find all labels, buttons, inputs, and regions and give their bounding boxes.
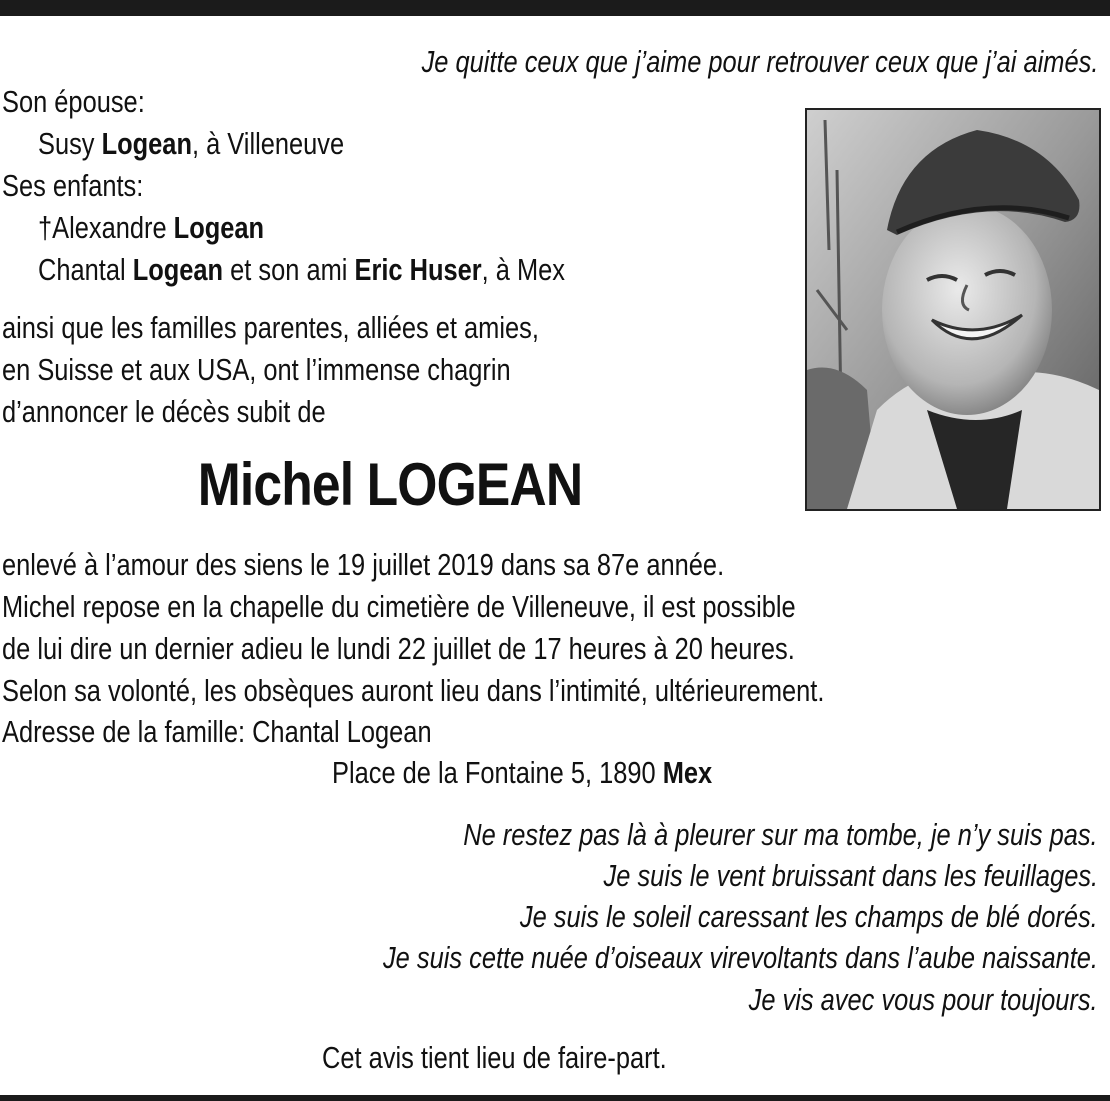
city-name: Mex — [662, 755, 713, 790]
poem-line: Je suis le vent bruissant dans les feuillages. — [603, 858, 1098, 893]
street-text: Place de la Fontaine 5, 1890 — [332, 755, 663, 790]
family-address-line: Adresse de la famille: Chantal Logean — [2, 714, 432, 749]
spouse-heading: Son épouse: — [2, 84, 145, 119]
deceased-name: Michel LOGEAN — [197, 451, 583, 518]
detail-line: Michel repose en la chapelle du cimetière de Villeneuve, il est possible — [2, 589, 796, 624]
child-alexandre-line — [38, 208, 264, 248]
spouse-last-name: Logean — [101, 126, 192, 161]
bottom-border-bar — [0, 1095, 1110, 1101]
poem-line: Ne restez pas là à pleurer sur ma tombe, je n’y suis pas. — [463, 817, 1098, 852]
child2-last-name: Logean — [132, 252, 224, 287]
child1-last-name: Logean — [173, 210, 265, 245]
detail-line: Selon sa volonté, les obsèques auront lieu dans l’intimité, ultérieurement. — [2, 673, 825, 708]
spouse-line — [38, 124, 344, 164]
poem-line: Je suis cette nuée d’oiseaux virevoltants dans l’aube naissante. — [382, 940, 1098, 975]
detail-line: enlevé à l’amour des siens le 19 juillet 2019 dans sa 87e année. — [2, 547, 725, 582]
closing-note: Cet avis tient lieu de faire-part. — [322, 1040, 667, 1075]
announcement-line: ainsi que les familles parentes, alliées et amies, — [2, 310, 539, 345]
opening-quote: Je quitte ceux que j’aime pour retrouver ceux que j’ai aimés. — [421, 44, 1098, 79]
spouse-place: , à Villeneuve — [191, 126, 345, 161]
child2-place: , à Mex — [481, 252, 566, 287]
partner-name: Eric Huser — [354, 252, 482, 287]
child2-connector: et son ami — [223, 252, 355, 287]
child2-first-name: Chantal — [38, 252, 126, 287]
poem-line: Je vis avec vous pour toujours. — [749, 982, 1098, 1017]
announcement-line: en Suisse et aux USA, ont l’immense chagrin — [2, 352, 511, 387]
children-heading: Ses enfants: — [2, 168, 144, 203]
top-border-bar — [0, 0, 1110, 16]
street-address — [332, 753, 712, 793]
poem-line: Je suis le soleil caressant les champs de blé dorés. — [520, 899, 1098, 934]
child-chantal-line — [38, 250, 565, 290]
spouse-first-name: Susy — [38, 126, 95, 161]
portrait-photo — [805, 108, 1101, 511]
announcement-line: d’annoncer le décès subit de — [2, 394, 326, 429]
detail-line: de lui dire un dernier adieu le lundi 22 juillet de 17 heures à 20 heures. — [2, 631, 795, 666]
child1-first-name: †Alexandre — [38, 210, 167, 245]
